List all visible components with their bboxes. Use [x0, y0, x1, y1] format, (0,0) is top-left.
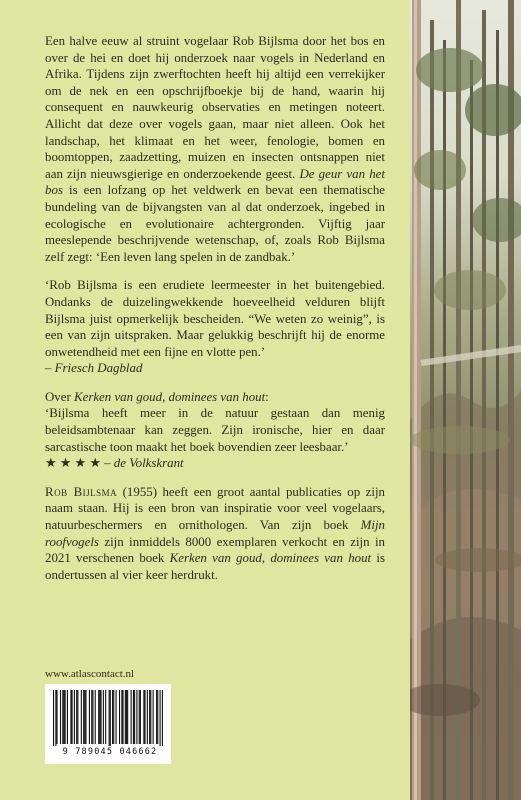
barcode-bar — [91, 690, 92, 744]
barcode-bar — [72, 690, 73, 744]
barcode-bar — [150, 690, 151, 744]
barcode-bar — [144, 690, 145, 744]
barcode-bar — [162, 690, 163, 746]
barcode-bar — [122, 690, 123, 744]
barcode-bar — [156, 690, 157, 744]
barcode-bar — [76, 690, 77, 744]
barcode-bar — [55, 690, 56, 746]
barcode-bar — [126, 690, 127, 744]
barcode-bar — [109, 690, 110, 746]
barcode-bar — [83, 690, 84, 744]
review-intro: Over — [45, 389, 74, 404]
isbn-number: 9 789045 046662 — [62, 747, 158, 757]
review-book-title: Kerken van goud, dominees van hout — [74, 389, 266, 404]
barcode-bar — [133, 690, 134, 744]
isbn-barcode — [45, 684, 171, 764]
review-quote-2 — [45, 389, 385, 472]
barcode-bar — [89, 690, 90, 744]
barcode-bars — [45, 684, 171, 746]
barcode-bar — [157, 690, 158, 744]
author-book-title: Kerken van goud, dominees van hout — [169, 551, 372, 566]
barcode-bar — [134, 690, 135, 744]
author-bio — [45, 484, 385, 584]
barcode-bar — [100, 690, 101, 744]
barcode-bar — [62, 690, 63, 744]
barcode-bar — [60, 690, 61, 744]
barcode-bar — [53, 690, 54, 746]
barcode-bar — [139, 690, 140, 744]
review-quote-text: ‘Rob Bijlsma is een erudiete leermeester in het buitengebied. Ondanks de duizelingwekkende hoeveelheid velduren blijft Bijlsma juist opmerkelijk bescheiden. “We weten zo weinig”, is een van zijn uitspraken. Maar gelukkig beschrijft hij de enorme onwetendheid met een fijne en vlotte pen.’ — [45, 278, 385, 359]
barcode-bar — [77, 690, 78, 744]
barcode-bar — [149, 690, 150, 744]
barcode-bar — [127, 690, 128, 744]
intro-text: Een halve eeuw al struint vogelaar Rob Bijlsma door het bos en over de hei en doet hij onderzoek naar vogels in Nederland en Afrika. Tijdens zijn zwerftochten heeft hij altijd een verrekijker om de nek en een opschrijfboekje bij de hand, waarin hij consequent en nauwkeurig observaties en metingen noteert. Allicht dat deze over vogels gaan, maar niet alleen. Ook het landschap, het klimaat en het weer, fenologie, bomen en boomtoppen, zaadzetting, muizen en insecten ontsnappen niet aan zijn nieuwsgierige en onderzoekende geest. — [45, 34, 385, 181]
barcode-bar — [147, 690, 148, 744]
barcode-bar — [112, 690, 113, 744]
review-source: – de Volkskrant — [104, 456, 184, 471]
barcode-bar — [84, 690, 85, 744]
review-quote-text: ‘Bijlsma heeft meer in de natuur gestaan dan menig beleidsambtenaar kan zeggen. Zijn ironische, hier en daar sarcastische toon maakt het boek bovendien zeer leesbaar.’ — [45, 406, 385, 454]
intro-paragraph — [45, 33, 385, 265]
barcode-bar — [98, 690, 99, 744]
author-book-title: Mijn roofvogels — [45, 518, 385, 549]
barcode-bar — [85, 690, 86, 744]
barcode-bar — [136, 690, 137, 744]
barcode-bar — [140, 690, 141, 744]
back-cover-text — [45, 33, 385, 583]
star-rating: ★ ★ ★ ★ — [45, 456, 101, 471]
author-bio-text: (1955) heeft een groot aantal publicaties op zijn naam staan. Hij is een bron van inspiratie voor veel vogelaars, natuurbeschermers en ornithologen. Van zijn boek — [45, 484, 385, 533]
barcode-bar — [103, 690, 104, 744]
publisher-url[interactable]: www.atlascontact.nl — [45, 668, 135, 680]
intro-text-continued: is een lofzang op het veldwerk en bevat een thematische bundeling van de bijvangsten van al dat onderzoek, ingebed in ecologische en evolutionaire achtergronden. Vijftig jaar meeslepende beschrijvende wetenschap, of, zoals Rob Bijlsma zelf zegt: ‘Een leven lang spelen in de zandbak.’ — [45, 183, 385, 264]
barcode-bar — [121, 690, 122, 744]
barcode-bar — [131, 690, 132, 744]
barcode-bar — [67, 690, 68, 744]
barcode-bar — [92, 690, 93, 744]
review-quote-1 — [45, 277, 385, 377]
barcode-bar — [95, 690, 96, 744]
barcode-bar — [116, 690, 117, 744]
barcode-bar — [105, 690, 106, 744]
barcode-bar — [70, 690, 71, 744]
review-source: – Friesch Dagblad — [45, 361, 143, 376]
barcode-bar — [63, 690, 64, 744]
barcode-bar — [65, 690, 66, 744]
author-bio-text: is ondertussen al vier keer herdrukt. — [45, 551, 386, 582]
book-title: De geur van het bos — [45, 166, 385, 198]
barcode-bar — [81, 690, 82, 744]
barcode-bar — [113, 690, 114, 744]
author-bio-text: zijn inmiddels 8000 exemplaren verkocht en zijn in 2021 verschenen boek — [45, 534, 385, 566]
forest-painting — [410, 0, 521, 800]
barcode-bar — [119, 690, 120, 744]
barcode-bar — [99, 690, 100, 744]
barcode-bar — [125, 690, 126, 744]
barcode-bar — [160, 690, 161, 746]
barcode-bar — [110, 690, 111, 746]
review-intro-end: : — [265, 389, 269, 404]
barcode-bar — [74, 690, 75, 744]
barcode-bar — [56, 690, 57, 744]
barcode-bar — [143, 690, 144, 744]
barcode-bar — [153, 690, 154, 744]
author-name: Rob Bijlsma — [45, 484, 118, 499]
